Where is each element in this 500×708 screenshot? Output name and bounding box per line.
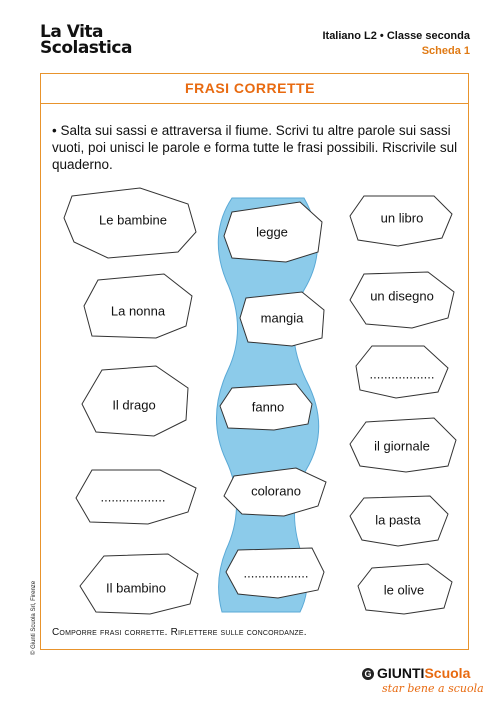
worksheet-title: FRASI CORRETTE — [185, 80, 315, 96]
subject-word-2: La nonna — [110, 303, 166, 319]
verb-word-1: legge — [256, 224, 288, 240]
object-word-3: .................. — [369, 366, 435, 382]
object-word-4: il giornale — [374, 438, 430, 454]
sheet-label: Scheda 1 — [421, 45, 470, 57]
object-word-5: la pasta — [375, 512, 421, 528]
brand-name-part-1: GIUNTI — [377, 665, 425, 681]
subject-word-5: Il bambino — [106, 580, 166, 596]
logo-line-1: La Vita — [40, 22, 104, 42]
subject-word-3: Il drago — [112, 397, 156, 413]
giunti-g-icon: G — [362, 668, 374, 680]
verb-word-2: mangia — [260, 310, 304, 326]
subject-word-1: Le bambine — [99, 212, 167, 228]
verb-word-3: fanno — [251, 399, 285, 415]
object-word-6: le olive — [383, 582, 425, 598]
subject-word-4: .................. — [100, 489, 166, 505]
object-word-1: un libro — [380, 210, 424, 226]
brand-name-part-2: Scuola — [424, 665, 471, 681]
instruction-text: • Salta sui sassi e attraversa il fiume. Scrivi tu altre parole sui sassi vuoti, poi unisci le parole e forma tutte le frasi possibili. Riscrivile sul quaderno. — [52, 123, 458, 172]
verb-word-4: colorano — [251, 483, 301, 499]
object-word-2: un disegno — [370, 288, 434, 304]
logo-line-2: Scolastica — [40, 38, 132, 58]
brand-tagline: star bene a scuola — [382, 682, 484, 695]
subject-label: Italiano L2 • Classe seconda — [322, 30, 470, 42]
copyright-text: © Giunti Scuola Srl, Firenze — [31, 580, 37, 655]
verb-word-5: .................. — [243, 565, 309, 581]
teacher-note: Comporre frasi corrette. Riflettere sulle concordanze. — [52, 627, 307, 638]
publisher-brand — [362, 665, 470, 681]
